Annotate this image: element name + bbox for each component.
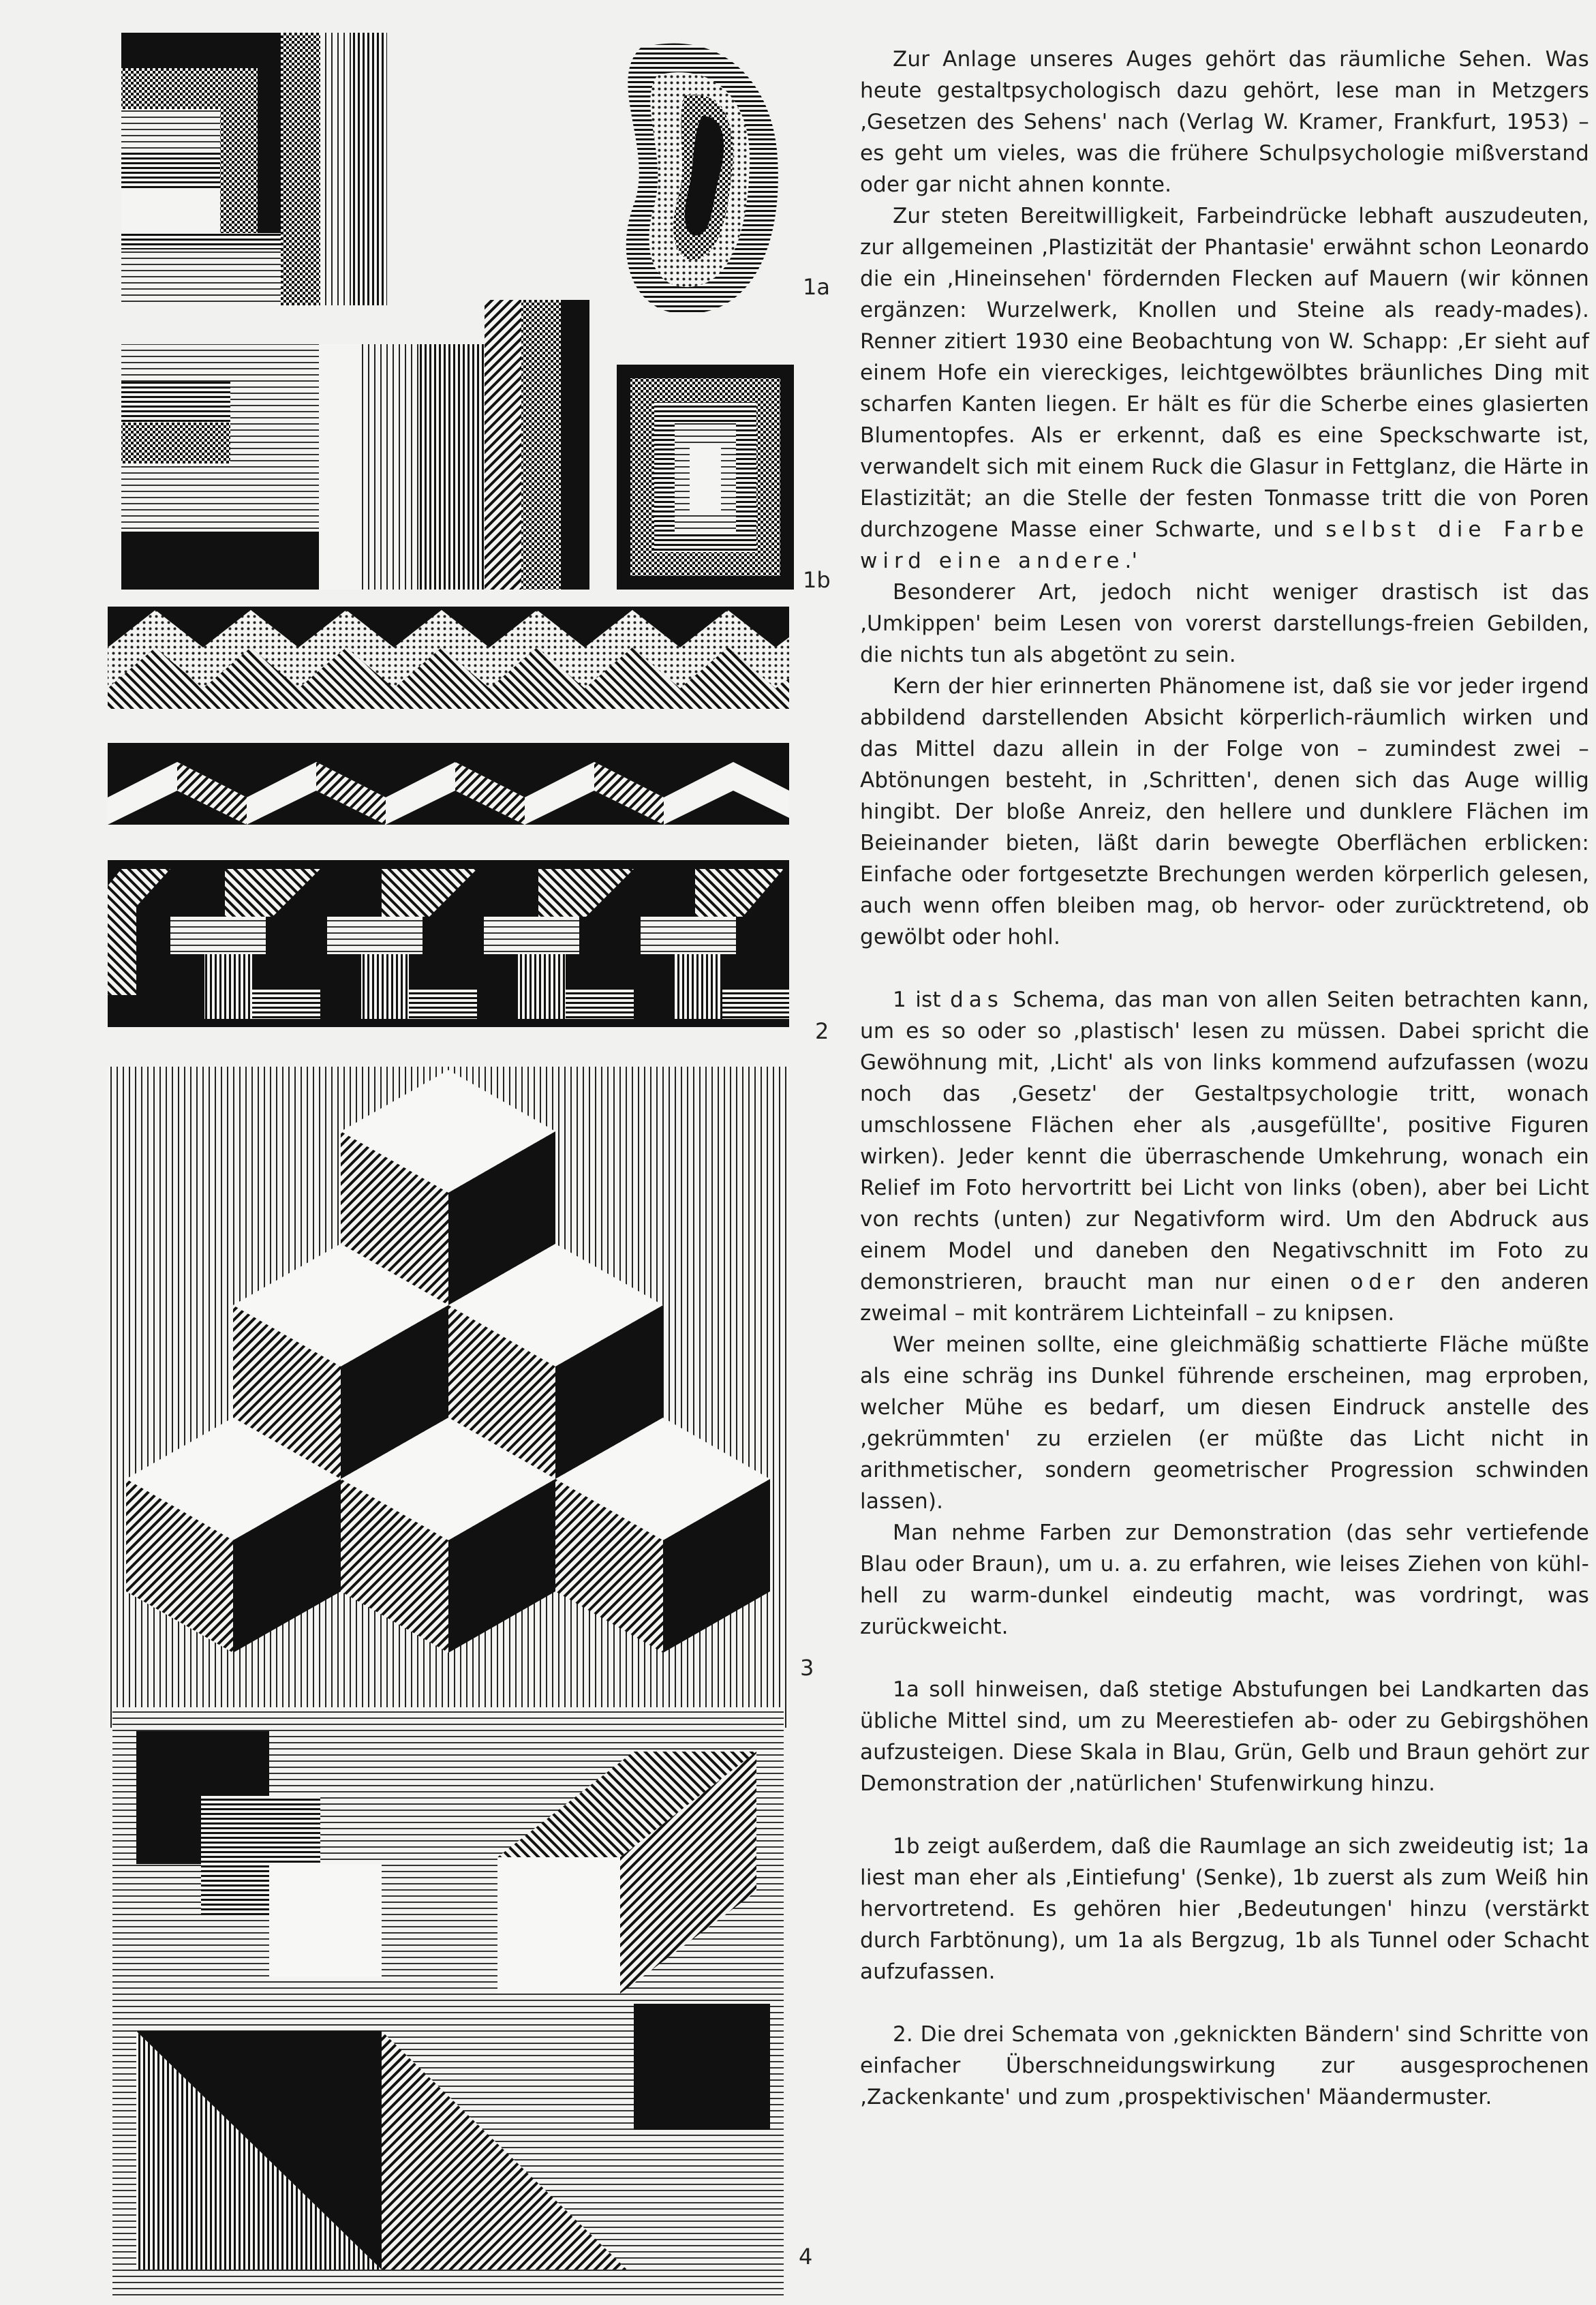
paragraph-8: 1a soll hinweisen, daß stetige Abstufungen bei Landkarten das übliche Mittel sind, um zu Meerestiefen ab- oder zu Gebirgshöhen aufzusteigen. Diese Skala in Blau, Grün, Gelb und Braun gehört zur Demonstration der ‚natürlichen' Stufenwirkung hinzu. xyxy=(860,1677,1589,1796)
figure-2 xyxy=(108,607,789,1027)
label-1b: 1b xyxy=(803,567,831,593)
label-1a: 1a xyxy=(803,274,830,300)
paragraph-5: 1 ist das Schema, das man von allen Seiten betrachten kann, um es so oder so ‚plastisch' lesen zu müssen. Dabei spricht die Gewöhnung mit, ‚Licht' als von links kommend aufzufassen (wozu noch das ‚Gesetz' der Gestaltpsychologie tritt, wonach umschlossene Flächen eher als ‚ausgefüllte', positive Figuren wirken). Jeder kennt die überraschende Umkehrung, wonach ein Relief im Foto hervortritt bei Licht von links (oben), aber bei Licht von rechts (unten) zur Negativform wird. Um den Abdruck aus einem Model und daneben den Negativschnitt im Foto zu demonstrieren, braucht man nur einen oder den anderen zweimal – mit konträrem Lichteinfall – zu knipsen. xyxy=(860,988,1590,1326)
paragraph-10: 2. Die drei Schemata von ‚geknickten Bändern' sind Schritte von einfacher Überschneidungswirkung zur ausgesprochenen ‚Zackenkante' und zum ‚prospektivischen' Mäandermuster. xyxy=(860,2022,1589,2109)
figure-3 xyxy=(108,1067,789,1728)
emphasis-spaced: das xyxy=(950,988,1004,1012)
label-2: 2 xyxy=(815,1018,829,1044)
figure-1b xyxy=(121,300,794,590)
label-4: 4 xyxy=(799,2244,813,2270)
paragraph-3: Besonderer Art, jedoch nicht weniger drastisch ist das ‚Umkippen' beim Lesen von vorerst darstellungs-freien Gebilden, die nichts tun als abgetönt zu sein. xyxy=(860,580,1589,667)
figure-4 xyxy=(112,1707,784,2297)
emphasis-spaced: oder xyxy=(1350,1270,1420,1294)
figure-1a xyxy=(121,33,778,314)
paragraph-2: Zur steten Bereitwilligkeit, Farbeindrücke lebhaft auszudeuten, zur allgemeinen ‚Plastizität der Phantasie' erwähnt schon Leonardo die ein ‚Hineinsehen' fördernden Flecken auf Mauern (wir können ergänzen: Wurzelwerk, Knollen und Steine als ready-mades). Renner zitiert 1930 eine Beobachtung von W. Schapp: ‚Er sieht auf einem Hofe ein viereckiges, leichtgewölbtes bräunliches Ding mit scharfen Kanten liegen. Er hält es für die Scherbe eines glasierten Blumentopfes. Als er erkennt, daß es eine Speckschwarte ist, verwandelt sich mit einem Ruck die Glasur in Fettglanz, die Härte in Elastizität; an die Stelle der festen Tonmasse tritt die von Poren durchzogene Masse einer Schwarte, und selbst die Farbe wird eine andere.' xyxy=(860,204,1589,573)
article-text xyxy=(860,44,1589,2113)
emphasis-spaced: selbst die Farbe wird eine andere xyxy=(860,517,1589,573)
paragraph-1: Zur Anlage unseres Auges gehört das räumliche Sehen. Was heute gestaltpsychologisch dazu gehört, lese man in Metzgers ‚Gesetzen des Sehens' nach (Verlag W. Kramer, Frankfurt, 1953) – es geht um vieles, was die frühere Schulpsychologie mißverstand oder gar nicht ahnen konnte. xyxy=(860,47,1589,197)
paragraph-7: Man nehme Farben zur Demonstration (das sehr vertiefende Blau oder Braun), um u. a. zu erfahren, wie leises Ziehen von kühl-hell zu warm-dunkel eindeutig macht, was vordringt, was zurückweicht. xyxy=(860,1521,1589,1639)
paragraph-6: Wer meinen sollte, eine gleichmäßig schattierte Fläche müßte als eine schräg ins Dunkel führende erscheinen, mag erproben, welcher Mühe es bedarf, um diesen Eindruck anstelle des ‚gekrümmten' zu erzielen (er müßte das Licht nicht in arithmetischer, sondern geometrischer Progression schwinden lassen). xyxy=(860,1332,1589,1514)
paragraph-4: Kern der hier erinnerten Phänomene ist, daß sie vor jeder irgend abbildend darstellenden Absicht körperlich-räumlich wirken und das Mittel dazu allein in der Folge von – zumindest zwei – Abtönungen besteht, in ‚Schritten', denen sich das Auge willig hingibt. Der bloße Anreiz, den hellere und dunklere Flächen im Beieinander bieten, läßt darin bewegte Oberflächen erblicken: Einfache oder fortgesetzte Brechungen werden körperlich gelesen, auch wenn offen bleiben mag, ob hervor- oder zurücktretend, ob gewölbt oder hohl. xyxy=(860,674,1589,949)
label-3: 3 xyxy=(800,1655,814,1681)
paragraph-9: 1b zeigt außerdem, daß die Raumlage an sich zweideutig ist; 1a liest man eher als ‚Eintiefung' (Senke), 1b zuerst als zum Weiß hin hervortretend. Es gehören hier ‚Bedeutungen' hinzu (verstärkt durch Farbtönung), um 1a als Bergzug, 1b als Tunnel oder Schacht aufzufassen. xyxy=(860,1834,1589,1984)
